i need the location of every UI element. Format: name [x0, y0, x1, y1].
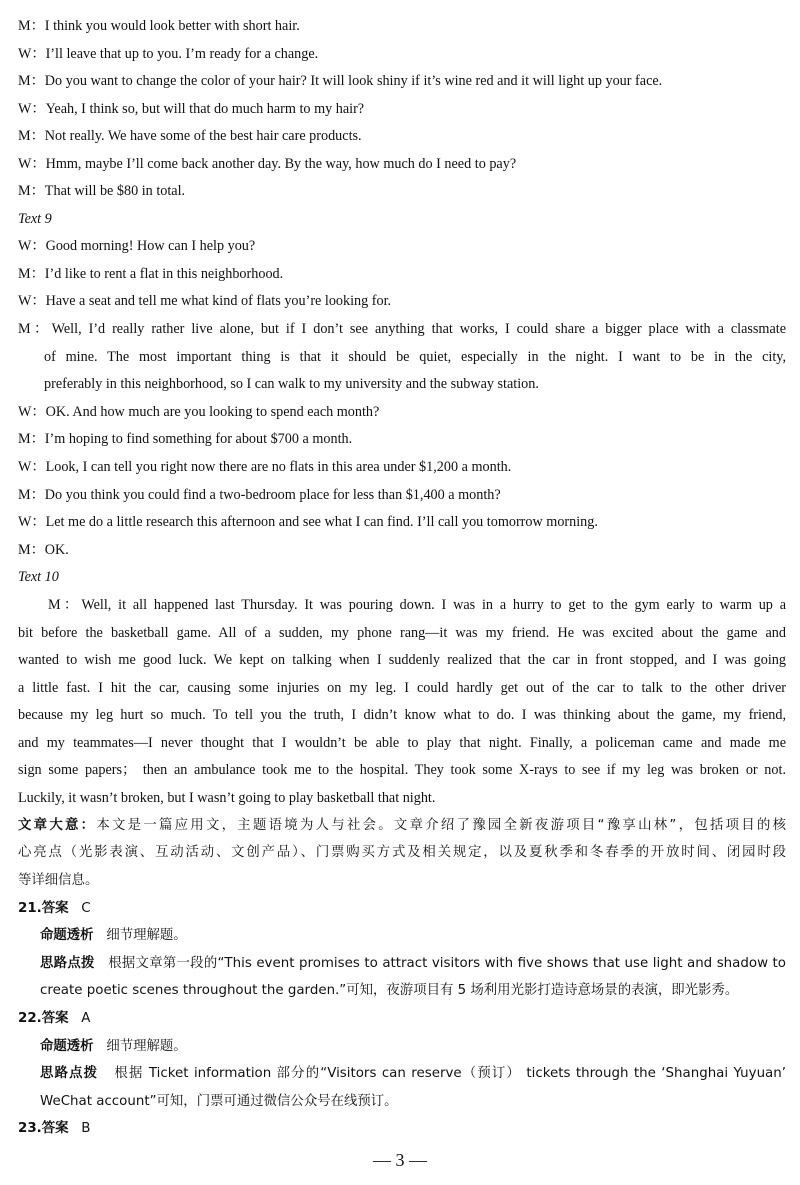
answer-21	[18, 900, 786, 918]
section-label-text10: Text 10	[18, 569, 59, 585]
dialogue-line: M：I think you would look better with short hair.	[18, 18, 300, 34]
answer-22	[18, 1010, 786, 1028]
analysis-21	[40, 927, 786, 945]
answer-value: A	[81, 1011, 91, 1026]
dialogue-line: W：Good morning! How can I help you?	[18, 238, 256, 254]
monologue-line: Luckily, it wasn’t broken, but I wasn’t going to play basketball that night.	[18, 790, 436, 806]
dialogue-line: W：I’ll leave that up to you. I’m ready for a change.	[18, 46, 319, 62]
answer-label: 答案	[41, 1121, 69, 1136]
analysis-text: 细节理解题。	[106, 1039, 187, 1054]
analysis-label: 命题透析	[40, 928, 94, 943]
monologue-line: M：Well, it all happened last Thursday. It was pouring down. I was in a hurry to get to the gym early to warm up a	[48, 597, 786, 613]
monologue-line: a little fast. I hit the car, causing some injuries on my leg. I could hardly get out of the car to talk to the other driver	[18, 680, 786, 696]
tips-text: 根据 Ticket information 部分的“Visitors can reserve（预订） tickets through the ‘Shanghai Yuyuan’	[114, 1066, 787, 1081]
summary-label: 文章大意：	[18, 818, 97, 833]
dialogue-line: W：Look, I can tell you right now there are no flats in this area under $1,200 a month.	[18, 459, 512, 475]
monologue-line: and my teammates—I never thought that I wouldn’t be able to play that night. Finally, a policeman came and made me	[18, 735, 786, 751]
answer-23	[18, 1120, 786, 1138]
answer-value: B	[81, 1121, 91, 1136]
dialogue-line: W：Have a seat and tell me what kind of flats you’re looking for.	[18, 293, 392, 309]
dialogue-line: M：That will be $80 in total.	[18, 183, 186, 199]
tips-label: 思路点拨	[40, 956, 95, 971]
answer-label: 答案	[41, 901, 69, 916]
dialogue-line: W：OK. And how much are you looking to spend each month?	[18, 404, 380, 420]
tips-21-continued: create poetic scenes throughout the garden.”可知，夜游项目有 5 场利用光影打造诗意场景的表演，即光影秀。	[40, 983, 739, 998]
summary-line: 心亮点（光影表演、互动活动、文创产品）、门票购买方式及相关规定，以及夏秋季和冬春季的开放时间、闭园时段	[18, 845, 786, 860]
dialogue-line-continued: preferably in this neighborhood, so I can walk to my university and the subway station.	[44, 376, 539, 392]
analysis-label: 命题透析	[40, 1039, 94, 1054]
tips-22-continued: WeChat account”可知，门票可通过微信公众号在线预订。	[40, 1094, 398, 1109]
dialogue-line: W：Hmm, maybe I’ll come back another day. By the way, how much do I need to pay?	[18, 156, 517, 172]
tips-label: 思路点拨	[40, 1066, 99, 1081]
summary-text: 本文是一篇应用文，主题语境为人与社会。文章介绍了豫园全新夜游项目“豫享山林”，包括项目的核	[96, 818, 787, 833]
dialogue-line: M：Well, I’d really rather live alone, but if I don’t see anything that works, I could share a bigger place with a classmate	[18, 321, 786, 337]
tips-text: 根据文章第一段的“This event promises to attract visitors with five shows that use light and shadow to	[108, 956, 786, 971]
monologue-line: because my leg hurt so much. To tell you the truth, I didn’t know what to do. I was thinking about the game, my friend,	[18, 707, 786, 723]
question-number: 22.	[18, 1011, 42, 1026]
dialogue-line-continued: of mine. The most important thing is that it should be quiet, especially in the night. I want to be in the city,	[44, 349, 786, 365]
answer-label: 答案	[41, 1011, 69, 1026]
monologue-line: bit before the basketball game. All of a sudden, my phone rang—it was my friend. He was excited about the game and	[18, 625, 786, 641]
tips-21	[40, 955, 786, 973]
analysis-text: 细节理解题。	[106, 928, 187, 943]
dialogue-line: M：Not really. We have some of the best hair care products.	[18, 128, 362, 144]
dialogue-line: M：I’d like to rent a flat in this neighborhood.	[18, 266, 284, 282]
question-number: 21.	[18, 901, 42, 916]
section-label-text9: Text 9	[18, 211, 52, 227]
dialogue-line: M：Do you want to change the color of your hair? It will look shiny if it’s wine red and it will light up your face.	[18, 73, 663, 89]
dialogue-line: M：I’m hoping to find something for about $700 a month.	[18, 431, 353, 447]
dialogue-line: W：Yeah, I think so, but will that do much harm to my hair?	[18, 101, 365, 117]
tips-22	[40, 1065, 786, 1083]
dialogue-line: M：OK.	[18, 542, 69, 558]
dialogue-line: M：Do you think you could find a two-bedroom place for less than $1,400 a month?	[18, 487, 501, 503]
answer-value: C	[81, 901, 91, 916]
summary-line	[18, 817, 786, 835]
question-number: 23.	[18, 1121, 42, 1136]
page-number: — 3 —	[373, 1150, 427, 1170]
monologue-line: wanted to wish me good luck. We kept on talking when I suddenly realized that the car in front stopped, and I was going	[18, 652, 786, 668]
dialogue-line: W：Let me do a little research this afternoon and see what I can find. I’ll call you tomorrow morning.	[18, 514, 598, 530]
analysis-22	[40, 1038, 786, 1056]
monologue-line: sign some papers； then an ambulance took me to the hospital. They took some X-rays to see if my leg was broken or not.	[18, 762, 786, 778]
summary-line: 等详细信息。	[18, 873, 99, 888]
